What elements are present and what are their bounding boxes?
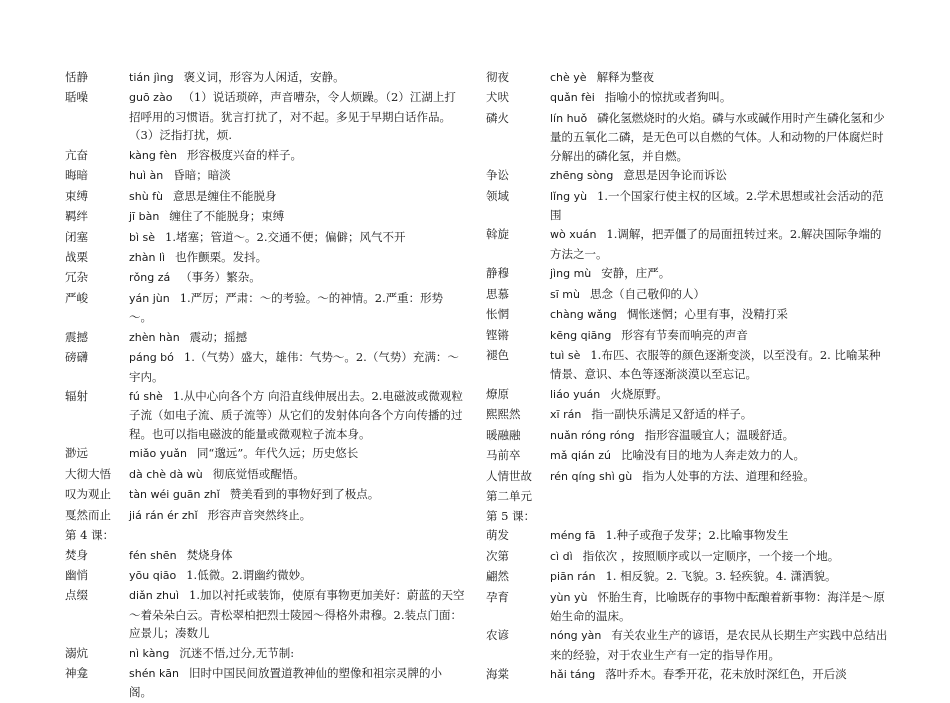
vocab-entry: [486, 385, 888, 404]
vocab-body: [65, 664, 465, 702]
vocab-body: [65, 166, 465, 185]
vocab-term: 孕育: [486, 589, 509, 604]
vocab-pinyin: zhēng sòng: [550, 169, 614, 183]
vocab-body: [65, 644, 465, 663]
vocab-body: [486, 225, 888, 263]
vocab-term: 战栗: [65, 249, 88, 264]
vocab-entry: [65, 485, 465, 504]
vocab-entry: [486, 187, 888, 225]
vocab-entry: [486, 166, 888, 185]
vocab-term: 人情世故: [486, 468, 532, 483]
vocab-definition: 指依次 ，按照顺序或以一定顺序，一个接一个地。: [582, 548, 840, 563]
vocab-term: 马前卒: [486, 448, 521, 463]
vocab-term: 戛然而止: [65, 507, 111, 522]
vocab-body: [65, 207, 465, 226]
vocab-entry: [486, 626, 888, 664]
vocab-body: [486, 305, 888, 324]
vocab-body: [65, 88, 465, 144]
vocab-pinyin: tuì sè: [550, 349, 581, 363]
vocab-pinyin: tàn wéi guān zhǐ: [129, 488, 220, 502]
vocab-term: 思慕: [486, 286, 509, 301]
vocab-term: 点缀: [65, 588, 88, 603]
vocab-definition: 1.从中心向各个方 向沿直线伸展出去。2.电磁波或微观粒子流（如电子流、质子流等）从它们的发射体向各个方向传播的过 程。也可以指电磁波的能量或微观粒子流本身。: [129, 389, 463, 441]
vocab-definition: 1.布匹、衣服等的颜色逐渐变淡，以至没有。2. 比喻某种情景、意识、本色等逐渐淡漠以至忘记。: [550, 348, 881, 382]
vocab-term: 磅礴: [65, 350, 88, 365]
vocab-entry: [65, 289, 465, 327]
vocab-definition: 有关农业生产的谚语，是农民从长期生产实践中总结出来的经验，对于农业生产有一定的指导作用。: [550, 628, 888, 662]
vocab-pinyin: kàng fèn: [129, 148, 177, 162]
vocab-term: 犬吠: [486, 90, 509, 105]
vocab-pinyin: xī rán: [550, 408, 582, 422]
vocab-entry: [486, 567, 888, 586]
vocab-body: [65, 187, 465, 206]
vocab-term: 辐射: [65, 389, 88, 403]
vocab-term: 严峻: [65, 290, 88, 305]
right-column: [486, 68, 888, 686]
vocab-body: [486, 526, 888, 545]
vocab-term: 褪色: [486, 348, 509, 363]
vocab-definition: 落叶乔木。春季开花，花未放时深红色，开后淡: [605, 667, 847, 682]
vocab-entry: [486, 547, 888, 566]
vocab-body: [486, 109, 888, 165]
vocab-term: 铿锵: [486, 327, 509, 342]
vocab-definition: 指为人处事的方法、道理和经验。: [642, 468, 815, 483]
vocab-definition: 昏暗；暗淡: [173, 168, 231, 183]
vocab-body: [486, 567, 888, 586]
vocab-entry: [486, 446, 888, 465]
section-heading: 第 5 课：: [486, 508, 536, 523]
vocab-definition: 1.一个国家行使主权的区域。2.学术思想或社会活动的范围: [550, 188, 884, 222]
vocab-definition: 彻底觉悟或醒悟。: [212, 466, 305, 481]
vocab-pinyin: guō zào: [129, 91, 173, 105]
vocab-term: 恬静: [65, 70, 88, 84]
section-heading: 第 4 课：: [65, 528, 115, 543]
vocab-definition: 同“邈远”。年代久远；历史悠长: [196, 446, 359, 461]
vocab-pinyin: tián jìng: [129, 71, 174, 84]
vocab-body: [486, 285, 888, 304]
vocab-pinyin: miǎo yuǎn: [129, 447, 187, 461]
vocab-body: [65, 268, 465, 287]
vocab-entry: [65, 586, 465, 642]
vocab-body: [486, 88, 888, 107]
vocab-entry: [65, 207, 465, 226]
vocab-pinyin: lǐng yù: [550, 189, 588, 203]
vocab-pinyin: wò xuán: [550, 228, 597, 242]
vocab-definition: 惆怅迷惘；心里有事，没精打采: [626, 307, 788, 322]
vocab-term: 斡旋: [486, 227, 509, 242]
vocab-definition: 指喻小的惊扰或者狗叫。: [604, 90, 732, 105]
vocab-term: 农谚: [486, 628, 509, 643]
vocab-body: [65, 228, 465, 247]
vocab-entry: [486, 264, 888, 283]
vocab-definition: 缠住了不能脱身；束缚: [169, 209, 285, 224]
vocab-entry: [486, 467, 888, 486]
vocab-body: [65, 465, 465, 484]
vocab-pinyin: fén shēn: [129, 548, 177, 562]
vocab-term: 冗杂: [65, 270, 88, 285]
vocab-body: [65, 348, 465, 386]
vocab-body: [486, 326, 888, 345]
vocab-entry: [486, 346, 888, 384]
vocab-entry: [486, 88, 888, 107]
vocab-body: [65, 566, 465, 585]
vocab-definition: 1.堵塞；管道～。2.交通不便；偏僻；风气不开: [165, 229, 406, 244]
vocab-body: [486, 446, 888, 465]
vocab-entry: [486, 225, 888, 263]
vocab-entry: [65, 187, 465, 206]
vocab-definition: 指形容温暖宜人；温暖舒适。: [644, 427, 795, 442]
vocab-entry: [65, 228, 465, 247]
vocab-entry: [486, 68, 888, 87]
vocab-term: 翩然: [486, 569, 509, 584]
vocab-body: [486, 346, 888, 384]
vocab-pinyin: chè yè: [550, 71, 587, 84]
vocab-entry: [486, 426, 888, 445]
vocab-entry: [65, 506, 465, 525]
vocab-body: [65, 546, 465, 565]
vocab-body: [65, 248, 465, 267]
vocab-term: 领域: [486, 188, 509, 203]
vocab-term: 萌发: [486, 528, 509, 543]
vocab-definition: 解释为整夜: [596, 70, 655, 84]
vocab-definition: 形容声音突然终止。: [207, 507, 312, 522]
vocab-definition: 也作颤栗。发抖。: [175, 249, 268, 264]
vocab-pinyin: zhèn hàn: [129, 330, 180, 344]
vocab-body: [65, 289, 465, 327]
vocab-body: [65, 586, 465, 642]
vocab-pinyin: páng bó: [129, 351, 174, 365]
vocab-body: [486, 68, 888, 87]
vocab-pinyin: hǎi táng: [550, 668, 596, 682]
vocab-entry: [65, 268, 465, 287]
vocab-pinyin: mǎ qián zú: [550, 449, 611, 463]
vocab-body: [486, 588, 888, 626]
vocab-entry: [65, 68, 465, 87]
vocab-term: 暖融融: [486, 427, 521, 442]
vocab-definition: 意思是缠住不能脱身: [173, 188, 277, 203]
vocab-term: 束缚: [65, 188, 88, 203]
vocab-entry: [65, 248, 465, 267]
vocab-entry: [486, 665, 888, 684]
vocab-entry: [65, 664, 465, 702]
vocab-term: 磷火: [486, 110, 509, 125]
vocab-pinyin: cì dì: [550, 549, 573, 563]
vocab-pinyin: liáo yuán: [550, 387, 601, 401]
vocab-entry: [65, 166, 465, 185]
vocab-definition: 1.调解，把弄僵了的局面扭转过来。2.解决国际争端的方法之一。: [550, 227, 882, 261]
vocab-definition: 比喻没有目的地为人奔走效力的人。: [620, 448, 805, 463]
vocab-pinyin: kēng qiāng: [550, 328, 612, 342]
vocab-term: 怅惘: [486, 307, 509, 322]
vocab-entry: [486, 588, 888, 626]
vocab-pinyin: sī mù: [550, 287, 580, 301]
vocab-term: 渺远: [65, 446, 88, 461]
vocab-definition: 形容有节奏而响亮的声音: [621, 327, 748, 342]
vocab-term: 震撼: [65, 329, 88, 344]
vocab-pinyin: yōu qiāo: [129, 568, 177, 582]
vocab-pinyin: bì sè: [129, 230, 156, 244]
vocab-pinyin: lín huǒ: [550, 111, 588, 125]
vocab-body: [65, 328, 465, 347]
vocab-pinyin: zhàn lì: [129, 250, 166, 264]
vocab-term: 熙熙然: [486, 407, 521, 422]
vocab-definition: 指一副快乐满足又舒适的样子。: [591, 407, 753, 422]
vocab-term: 羁绊: [65, 209, 88, 224]
vocab-entry: [486, 109, 888, 165]
vocab-pinyin: piān rán: [550, 570, 596, 584]
vocab-term: 争讼: [486, 168, 509, 183]
vocab-entry: [65, 546, 465, 565]
vocab-pinyin: jiá rán ér zhǐ: [129, 508, 198, 522]
vocab-pinyin: shén kān: [129, 667, 180, 681]
vocab-pinyin: diǎn zhuì: [129, 589, 180, 603]
vocab-definition: 火烧原野。: [610, 386, 668, 401]
vocab-body: [486, 385, 888, 404]
vocab-definition: 旧时中国民间放置道教神仙的塑像和祖宗灵牌的小阁。: [129, 666, 443, 700]
vocab-term: 焚身: [65, 547, 88, 562]
vocab-entry: [65, 328, 465, 347]
vocab-pinyin: shù fù: [129, 189, 164, 203]
vocab-definition: 褒义词，形容为人闲适，安静。: [183, 70, 345, 84]
vocab-entry: [486, 326, 888, 345]
vocab-pinyin: fú shè: [129, 390, 163, 403]
vocab-pinyin: jī bàn: [129, 210, 160, 224]
vocab-body: [486, 626, 888, 664]
vocab-entry: [65, 566, 465, 585]
vocab-definition: 1.严厉；严肃：～的考验。～的神情。2.严重：形势～。: [129, 290, 444, 325]
vocab-term: 幽悄: [65, 567, 88, 582]
vocab-body: [486, 405, 888, 424]
vocab-term: 海棠: [486, 667, 509, 682]
vocab-definition: 1.低微。2.谓幽约微妙。: [186, 567, 312, 582]
vocab-pinyin: huì àn: [129, 169, 164, 183]
vocab-entry: [65, 146, 465, 165]
vocab-pinyin: méng fā: [550, 529, 596, 543]
vocab-body: [486, 187, 888, 225]
vocab-term: 神龛: [65, 666, 88, 681]
vocab-body: [65, 506, 465, 525]
left-column: [65, 68, 465, 703]
vocab-body: [486, 467, 888, 486]
vocab-definition: 形容极度兴奋的样子。: [186, 147, 302, 162]
vocab-definition: （事务）繁杂。: [180, 270, 261, 285]
vocab-definition: （1）说话琐碎，声音嘈杂，令人烦躁。（2）江湖上打招呼用的习惯语。犹言打扰了，对不起。多见于早期白话作品。（3）泛指打扰，烦.: [129, 90, 456, 143]
vocab-entry: [486, 526, 888, 545]
vocab-body: [65, 68, 465, 87]
vocab-entry: [486, 405, 888, 424]
vocab-definition: 磷化氢燃烧时的火焰。磷与水或碱作用时产生磷化氢和少量的五氧化二磷，是无色可以自燃的气体。人和动物的尸体腐烂时分解出的磷化氢，并自燃。: [550, 110, 885, 163]
vocab-entry: [65, 644, 465, 663]
vocab-pinyin: dà chè dà wù: [129, 467, 203, 481]
vocab-definition: 1. 相反貌。2. 飞貌。3. 轻疾貌。4. 潇洒貌。: [605, 569, 837, 584]
vocab-term: 大彻大悟: [65, 466, 111, 481]
vocab-body: [65, 387, 465, 443]
vocab-entry: [486, 285, 888, 304]
vocab-entry: [65, 387, 465, 443]
vocab-term: 晦暗: [65, 168, 88, 183]
vocab-entry: [65, 88, 465, 144]
vocab-pinyin: nuǎn róng róng: [550, 428, 635, 442]
vocab-term: 静穆: [486, 266, 509, 281]
vocab-term: 叹为观止: [65, 487, 111, 502]
vocab-pinyin: nì kàng: [129, 646, 170, 660]
vocab-definition: 1.种子或孢子发芽；2.比喻事物发生: [605, 528, 789, 543]
vocab-pinyin: rén qíng shì gù: [550, 469, 633, 483]
vocab-body: [65, 485, 465, 504]
vocab-body: [486, 547, 888, 566]
vocab-entry: [65, 348, 465, 386]
vocab-body: [65, 146, 465, 165]
vocab-definition: 1.加以衬托或装饰，使原有事物更加美好：蔚蓝的天空～着朵朵白云。青松翠柏把烈士陵园～得格外肃穆。2.装点门面：应景儿；凑数儿: [129, 588, 465, 641]
vocab-body: [65, 444, 465, 463]
vocab-definition: 沉迷不悟,过分,无节制:: [179, 645, 295, 660]
vocab-term: 闭塞: [65, 229, 88, 244]
vocab-definition: 安静，庄严。: [601, 266, 671, 281]
vocab-term: 燎原: [486, 386, 509, 401]
vocab-definition: 震动；摇撼: [189, 329, 248, 344]
vocab-body: [486, 426, 888, 445]
vocab-pinyin: yán jùn: [129, 291, 170, 305]
vocab-definition: 赞美看到的事物好到了极点。: [229, 487, 380, 502]
section-heading: 第二单元: [486, 489, 532, 504]
vocab-pinyin: jìng mù: [550, 267, 592, 281]
vocab-entry: [486, 305, 888, 324]
vocab-entry: [65, 444, 465, 463]
vocab-body: [486, 665, 888, 684]
vocab-pinyin: quǎn fèi: [550, 91, 595, 105]
vocab-body: [486, 166, 888, 185]
vocab-definition: 焚烧身体: [186, 547, 233, 562]
vocab-pinyin: nóng yàn: [550, 629, 602, 643]
vocab-body: [486, 264, 888, 283]
vocab-definition: 意思是因争论而诉讼: [623, 168, 727, 183]
vocab-definition: 怀胎生育，比喻既存的事物中酝酿着新事物：海洋是～原始生命的温床。: [550, 589, 885, 623]
vocab-term: 彻夜: [486, 70, 509, 84]
vocab-pinyin: rǒng zá: [129, 271, 171, 285]
vocab-definition: 1.（气势）盛大，雄伟：气势～。2.（气势）充满：～宇内。: [129, 350, 459, 384]
vocab-entry: [65, 465, 465, 484]
vocab-term: 亢奋: [65, 147, 88, 162]
vocab-pinyin: chàng wǎng: [550, 308, 617, 322]
vocab-pinyin: yùn yù: [550, 590, 588, 604]
vocab-definition: 思念（自己敬仰的人）: [589, 286, 705, 301]
vocab-term: 溺炕: [65, 645, 88, 660]
vocab-term: 次第: [486, 548, 509, 563]
vocab-term: 聒噪: [65, 90, 88, 105]
